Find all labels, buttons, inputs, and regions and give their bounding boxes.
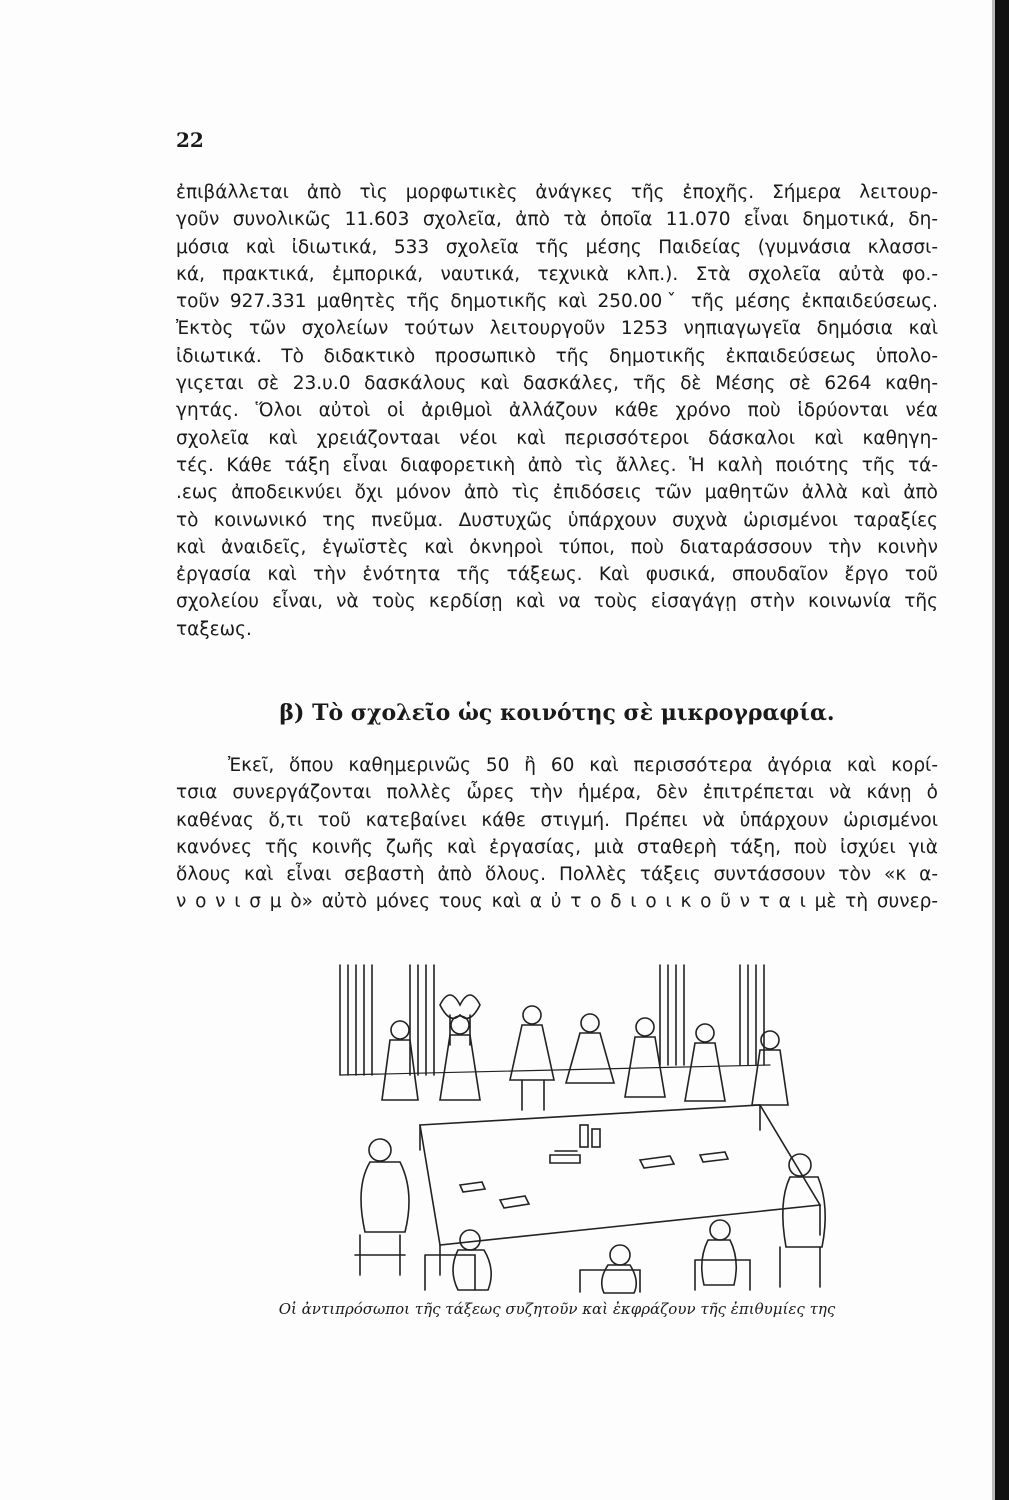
text-line: μόσια καὶ ἰδιωτικά, 533 σχολεῖα τῆς μέσης Παιδείας (γυμνάσια κλασσι- bbox=[176, 236, 938, 258]
classroom-meeting-illustration bbox=[300, 955, 860, 1295]
page-edge bbox=[995, 0, 1009, 1500]
text-line: καὶ ἀναιδεῖς, ἐγωϊστὲς καὶ ὀκνηροὶ τύποι, ποὺ διαταράσσουν τὴν κοινὴν bbox=[176, 536, 938, 558]
paragraph-1 bbox=[176, 179, 938, 643]
paragraph-2 bbox=[176, 752, 938, 916]
text-line: ὅλους καὶ εἶναι σεβαστὴ ἀπὸ ὅλους. Πολλὲς τάξεις συντάσσουν τὸν «κ α- bbox=[176, 864, 938, 886]
section-heading: β) Τὸ σχολεῖο ὡς κοινότης σὲ μικρογραφία. bbox=[279, 700, 835, 726]
text-line: τοῦν 927.331 μαθητὲς τῆς δημοτικῆς καὶ 250.00ˇ τῆς μέσης ἐκπαιδεύσεως. bbox=[176, 291, 938, 313]
text-line: ν ο ν ι σ μ ὸ» αὐτὸ μόνες τους καὶ α ὐ τ ο δ ι ο ι κ ο ῦ ν τ α ι μὲ τὴ συνερ- bbox=[176, 891, 938, 913]
text-line: γητάς. Ὅλοι αὐτοὶ οἱ ἀριθμοὶ ἀλλάζουν κάθε χρόνο ποὺ ἱδρύονται νέα bbox=[176, 400, 938, 422]
text-line: καθένας ὅ,τι τοῦ κατεβαίνει κάθε στιγμή. Πρέπει νὰ ὑπάρχουν ὡρισμένοι bbox=[176, 809, 938, 831]
text-line: τσια συνεργάζονται πολλὲς ὧρες τὴν ἡμέρα, δὲν ἐπιτρέπεται νὰ κάνῃ ὁ bbox=[176, 782, 938, 804]
text-line: ἰδιωτικά. Τὸ διδακτικὸ προσωπικὸ τῆς δημοτικῆς ἐκπαιδεύσεως ὑπολο- bbox=[176, 345, 938, 367]
text-line: γιςεται σὲ 23.υ.0 δασκάλους καὶ δασκάλες, τῆς δὲ Μέσης σὲ 6264 καθη- bbox=[176, 373, 938, 395]
page-number: 22 bbox=[176, 128, 204, 152]
text-line: Ἐκτὸς τῶν σχολείων τούτων λειτουργοῦν 1253 νηπιαγωγεῖα δημόσια καὶ bbox=[176, 318, 938, 340]
text-line: ἐργασία καὶ τὴν ἑνότητα τῆς τάξεως. Καὶ φυσικά, σπουδαῖον ἔργο τοῦ bbox=[176, 564, 938, 586]
text-line: κανόνες τῆς κοινῆς ζωῆς καὶ ἐργασίας, μιὰ σταθερὴ τάξη, ποὺ ἰσχύει γιὰ bbox=[176, 836, 938, 858]
text-line: .εως ἀποδεικνύει ὄχι μόνον ἀπὸ τὶς ἐπιδόσεις τῶν μαθητῶν ἀλλὰ καὶ ἀπὸ bbox=[176, 482, 938, 504]
figure-caption: Οἱ ἀντιπρόσωποι τῆς τάξεως συζητοῦν καὶ ἐκφράζουν τῆς ἐπιθυμίες της bbox=[278, 1300, 836, 1318]
text-line: ἐπιβάλλεται ἀπὸ τὶς μορφωτικὲς ἀνάγκες τῆς ἐποχῆς. Σήμερα λειτουρ- bbox=[176, 182, 938, 203]
text-line: σχολείου εἶναι, νὰ τοὺς κερδίσῃ καὶ να τοὺς εἰσαγάγῃ στὴν κοινωνία τῆς bbox=[176, 591, 938, 613]
text-line: ταξεως. bbox=[176, 618, 252, 640]
text-line: τές. Κάθε τάξη εἶναι διαφορετικὴ ἀπὸ τὶς ἄλλες. Ἡ καλὴ ποιότης τῆς τά- bbox=[176, 454, 938, 476]
text-line: Ἐκεῖ, ὅπου καθημερινῶς 50 ἢ 60 καὶ περισσότερα ἀγόρια καὶ κορί- bbox=[228, 755, 938, 776]
text-line: κά, πρακτικά, ἐμπορικά, ναυτικά, τεχνικὰ κλπ.). Στὰ σχολεῖα αὐτὰ φο.- bbox=[176, 263, 938, 285]
text-line: γοῦν συνολικῶς 11.603 σχολεῖα, ἀπὸ τὰ ὁποῖα 11.070 εἶναι δημοτικά, δη- bbox=[176, 209, 938, 231]
text-line: τὸ κοινωνικό της πνεῦμα. Δυστυχῶς ὑπάρχουν συχνὰ ὡρισμένοι ταραξίες bbox=[176, 509, 938, 531]
text-line: σχολεῖα καὶ χρειάζονταaι νέοι καὶ περισσότεροι δάσκαλοι καὶ καθηγη- bbox=[176, 427, 938, 449]
